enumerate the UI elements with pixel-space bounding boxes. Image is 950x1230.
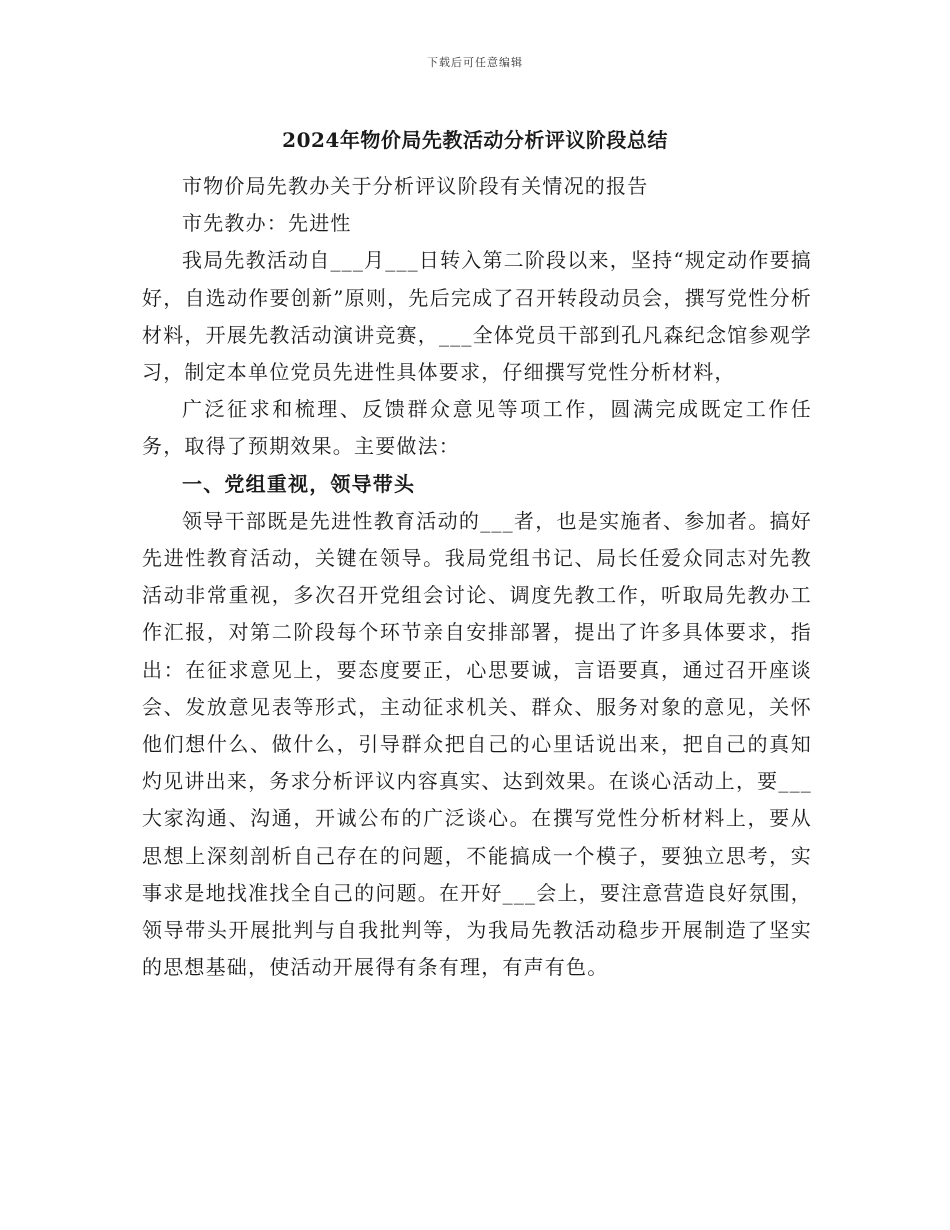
body-paragraph: 广泛征求和梳理、反馈群众意见等项工作，圆满完成既定工作任务，取得了预期效果。主要做法：	[142, 397, 812, 459]
document-title: 2024年物价局先教活动分析评议阶段总结	[282, 128, 668, 152]
document-body	[142, 168, 812, 986]
section-heading: 一、党组重视，领导带头	[182, 471, 416, 496]
body-paragraph: 领导干部既是先进性教育活动的___者，也是实施者、参加者。搞好先进性教育活动，关键在领导。我局党组书记、局长任爱众同志对先教活动非常重视，多次召开党组会讨论、调度先教工作，听取局先教办工作汇报，对第二阶段每个环节亲自安排部署，提出了许多具体要求，指出：在征求意见上，要态度要正，心思要诚，言语要真，通过召开座谈会、发放意见表等形式，主动征求机关、群众、服务对象的意见，关怀他们想什么、做什么，引导群众把自己的心里话说出来，把自己的真知灼见讲出来，务求分析评议内容真实、达到效果。在谈心活动上，要___大家沟通、沟通，开诚公布的广泛谈心。在撰写党性分析材料上，要从思想上深刻剖析自己存在的问题，不能搞成一个模子，要独立思考，实事求是地找准找全自己的问题。在开好___会上，要注意营造良好氛围，领导带头开展批判与自我批判等，为我局先教活动稳步开展制造了坚实的思想基础，使活动开展得有条有理，有声有色。	[142, 508, 812, 980]
body-paragraph: 我局先教活动自___月___日转入第二阶段以来，坚持“规定动作要搞好，自选动作要创新”原则，先后完成了召开转段动员会，撰写党性分析材料，开展先教活动演讲竞赛，___全体党员干部到孔凡森纪念馆参观学习，制定本单位党员先进性具体要求，仔细撰写党性分析材料，	[142, 248, 812, 385]
report-subtitle: 市物价局先教办关于分析评议阶段有关情况的报告	[182, 174, 649, 198]
header-note: 下载后可任意编辑	[427, 56, 523, 69]
addressee-line: 市先教办：先进性	[182, 211, 352, 236]
